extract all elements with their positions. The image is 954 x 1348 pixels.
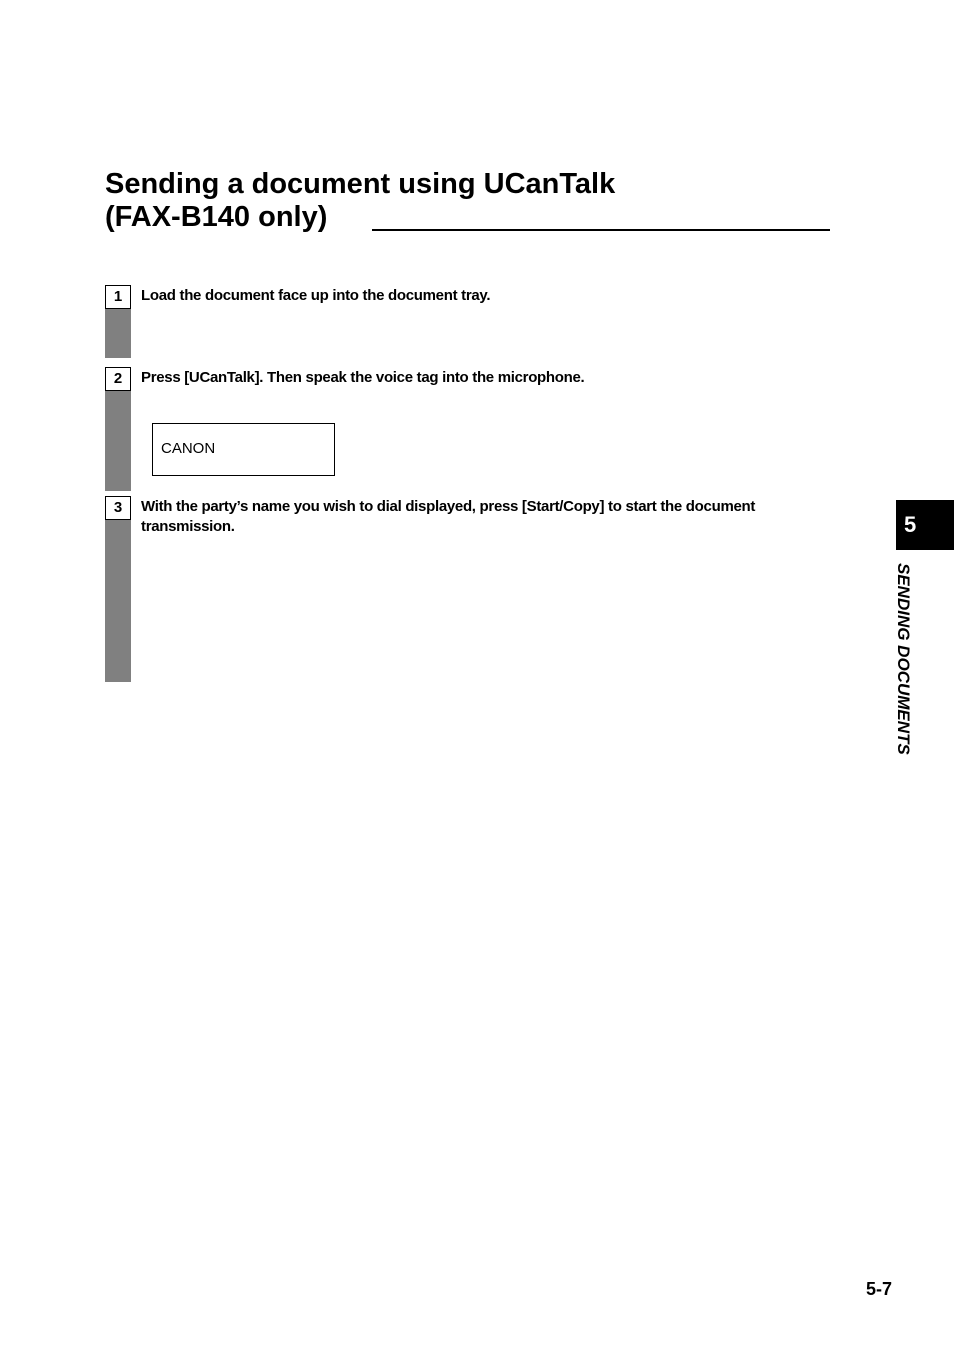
chapter-tab [896,500,954,550]
step-2-text: Press [UCanTalk]. Then speak the voice tag into the microphone. [141,369,585,386]
step-1-text: Load the document face up into the document tray. [141,287,491,304]
step-1-number: 1 [105,285,131,309]
chapter-side-label: SENDING DOCUMENTS [894,563,913,755]
title-underline [372,229,830,231]
title-line-1: Sending a document using UCanTalk [105,168,616,200]
lcd-display-text: CANON [161,440,216,457]
chapter-number: 5 [904,512,917,537]
step-3-bar [105,496,131,682]
step-3-number: 3 [105,496,131,520]
page-title [105,168,845,234]
page-number: 5-7 [866,1279,893,1299]
title-line-2: (FAX-B140 only) [105,201,328,233]
lcd-display [152,423,335,476]
step-3-text: With the party’s name you wish to dial displayed, press [Start/Copy] to start the document transmission. [141,498,756,535]
step-2-number: 2 [105,367,131,391]
